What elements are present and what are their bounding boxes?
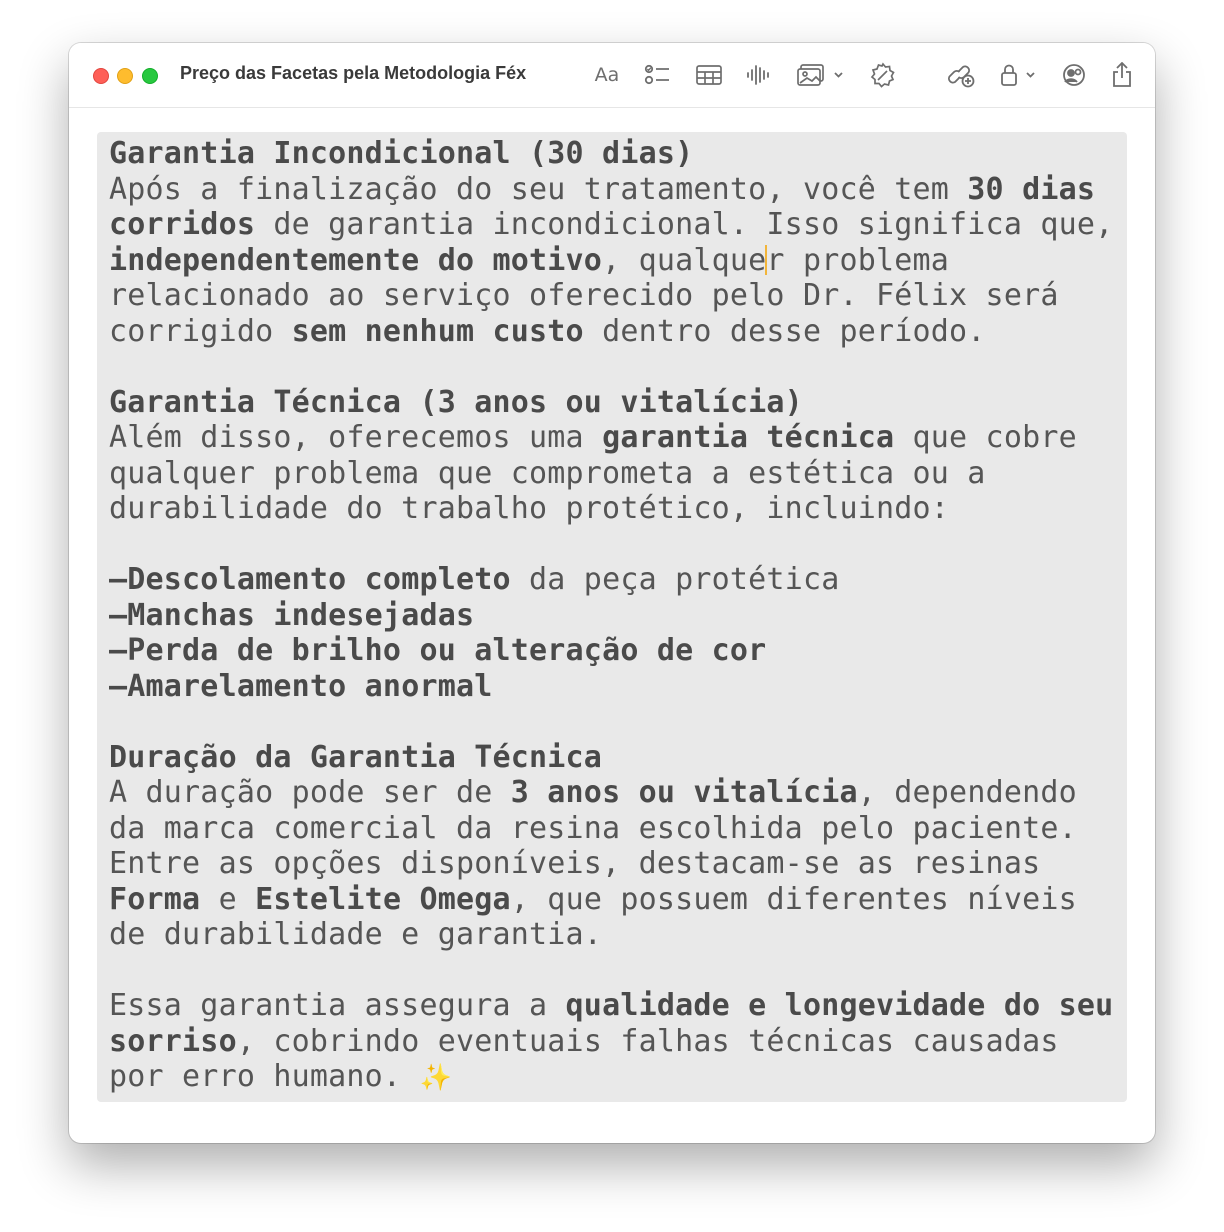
note-text-run: Após a finalização do seu tratamento, você tem <box>109 171 968 207</box>
section-heading: Garantia Incondicional (30 dias) <box>109 136 694 171</box>
note-text-run: – <box>109 562 128 597</box>
note-editor[interactable] <box>97 132 1127 1102</box>
format-text-label: Aa <box>594 64 620 86</box>
note-text-run: dentro desse período. <box>583 313 986 349</box>
note-text-run: 30 dias <box>967 171 1096 207</box>
list-item <box>109 562 511 597</box>
note-text-run: relacionado ao serviço oferecido pelo Dr. Félix será <box>109 278 1059 313</box>
note-text-run: 3 anos ou vitalícia <box>510 775 858 810</box>
note-text-run: Além disso, oferecemos uma <box>109 420 603 455</box>
list-item <box>109 669 493 704</box>
note-text-run: Essa garantia assegura a <box>109 988 566 1023</box>
section-heading: Duração da Garantia Técnica <box>109 739 603 775</box>
note-text-run: Entre as opções disponíveis, destacam-se as resinas <box>109 846 1041 881</box>
share-person-icon[interactable] <box>1059 61 1089 89</box>
minimize-window-button[interactable] <box>117 68 133 84</box>
sparkles-emoji: ✨ <box>419 1063 453 1093</box>
window-title: Preço das Facetas pela Metodologia Féx <box>180 63 527 83</box>
lock-icon[interactable] <box>999 61 1039 89</box>
format-text-icon[interactable] <box>591 61 623 89</box>
note-text-run: , cobrindo eventuais falhas técnicas causadas <box>236 1023 1059 1059</box>
note-text-run: de garantia incondicional. Isso significa que, <box>255 207 1114 242</box>
note-text-run: Forma <box>109 881 201 917</box>
note-text-run: r problema <box>766 242 950 278</box>
note-text-run: por erro humano. <box>109 1059 420 1094</box>
close-window-button[interactable] <box>93 68 109 84</box>
media-icon[interactable] <box>796 61 846 89</box>
share-icon[interactable] <box>1110 61 1134 89</box>
section-heading: Garantia Técnica (3 anos ou vitalícia) <box>109 384 803 420</box>
collaborate-icon[interactable] <box>947 61 977 89</box>
writing-tools-icon[interactable] <box>869 61 897 89</box>
note-text-run: durabilidade do trabalho protético, incluindo: <box>109 491 950 526</box>
note-text-run: Perda de brilho ou alteração de cor <box>127 633 767 668</box>
note-text-run: da peça protética <box>510 562 840 597</box>
note-text-run: garantia técnica <box>602 420 895 455</box>
checklist-icon[interactable] <box>643 61 671 89</box>
title-bar <box>69 43 1155 108</box>
note-text-run: Amarelamento anormal <box>127 668 493 704</box>
note-text-run: – <box>109 597 128 633</box>
note-text-run: , que possuem diferentes níveis <box>510 881 1077 917</box>
zoom-window-button[interactable] <box>142 68 158 84</box>
note-text-run: Manchas indesejadas <box>127 597 475 633</box>
note-text-run: de durabilidade e garantia. <box>109 917 603 952</box>
note-text-run: , qualque <box>602 242 767 278</box>
note-text-run: sorriso <box>109 1023 237 1059</box>
list-item <box>109 598 474 633</box>
note-text-run: Descolamento completo <box>127 562 511 597</box>
note-text-run: – <box>109 668 128 704</box>
note-text-run: independentemente do motivo <box>109 242 603 278</box>
note-text-run: e <box>200 881 256 917</box>
note-text-run: que cobre <box>894 420 1077 455</box>
note-text-run: – <box>109 633 128 668</box>
note-text-run: Estelite Omega <box>255 881 511 917</box>
note-text-run: qualquer problema que comprometa a estética ou a <box>109 455 986 491</box>
note-text-run: , dependendo <box>857 775 1077 810</box>
note-text-run: da marca comercial da resina escolhida pelo paciente. <box>109 810 1077 846</box>
note-text[interactable] <box>109 136 1113 1097</box>
note-text-run: sem nenhum custo <box>291 313 584 349</box>
notes-window <box>69 43 1155 1143</box>
note-text-run: A duração pode ser de <box>109 775 511 810</box>
note-text-run: qualidade e longevidade do seu <box>565 988 1114 1023</box>
audio-waveform-icon[interactable] <box>745 61 771 89</box>
note-text-run: corridos <box>109 207 256 242</box>
note-text-run: corrigido <box>109 313 292 349</box>
table-icon[interactable] <box>695 61 723 89</box>
list-item <box>109 633 766 668</box>
